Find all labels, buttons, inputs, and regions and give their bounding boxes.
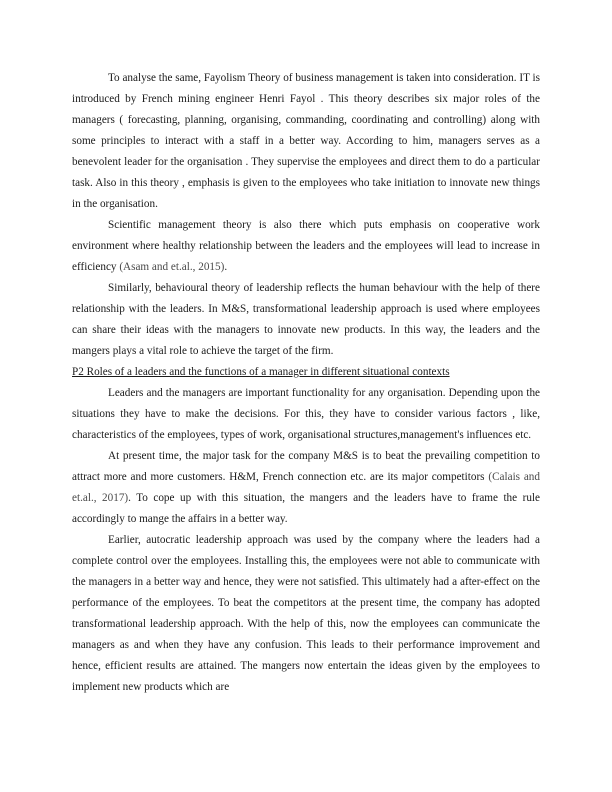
paragraph-behavioural-theory: Similarly, behavioural theory of leadership reflects the human behaviour with the help of there relationship with the leaders. In M&S, transformational leadership approach is used where employees can share their ideas with the managers to innovate new products. In this way, the leaders and the mangers plays a vital role to achieve the target of the firm. — [72, 282, 540, 357]
paragraph-scientific-management — [72, 215, 540, 278]
paragraph-fayolism: To analyse the same, Fayolism Theory of business management is taken into consideration. IT is introduced by French mining engineer Henri Fayol . This theory describes six major roles of the managers ( forecasting, planning, organising, commanding, coordinating and controlling) along with some principles to interact with a staff in a better way. According to him, managers serves as a benevolent leader for the organisation . They supervise the employees and direct them to do a particular task. Also in this theory , emphasis is given to the employees who take initiation to innovate new things in the organisation. — [72, 72, 540, 210]
section-heading: P2 Roles of a leaders and the functions of a manager in different situational contexts — [72, 366, 450, 378]
citation: (Asam and et.al., 2015) — [119, 261, 225, 273]
paragraph-text: Scientific management theory is also there which puts emphasis on cooperative work environment where healthy relationship between the leaders and the employees will lead to increase in efficiency — [72, 219, 540, 273]
document-page — [72, 68, 540, 698]
paragraph-text: At present time, the major task for the company M&S is to beat the prevailing competition to attract more and more customers. H&M, French connection etc. are its major competitors — [72, 450, 540, 483]
citation: (Calais and et.al., 2017) — [72, 471, 540, 504]
paragraph-autocratic-leadership: Earlier, autocratic leadership approach was used by the company where the leaders had a complete control over the employees. Installing this, the employees were not able to communicate with the managers in a better way and hence, they were not satisfied. This ultimately had a after-effect on the performance of the employees. To beat the competitors at the present time, the company has adopted transformational leadership approach. With the help of this, now the employees can communicate the managers as and when they have any confusion. This leads to their performance improvement and hence, efficient results are attained. The mangers now entertain the ideas given by the employees to implement new products which are — [72, 534, 540, 693]
paragraph-leaders-managers: Leaders and the managers are important functionality for any organisation. Depending upon the situations they have to make the decisions. For this, they have to consider various factors , like, characteristics of the employees, types of work, organisational structures,management's influences etc. — [72, 387, 540, 441]
paragraph-text: . — [224, 261, 228, 273]
paragraph-text: . To cope up with this situation, the mangers and the leaders have to frame the rule accordingly to mange the affairs in a better way. — [72, 492, 540, 525]
paragraph-competition — [72, 446, 540, 530]
